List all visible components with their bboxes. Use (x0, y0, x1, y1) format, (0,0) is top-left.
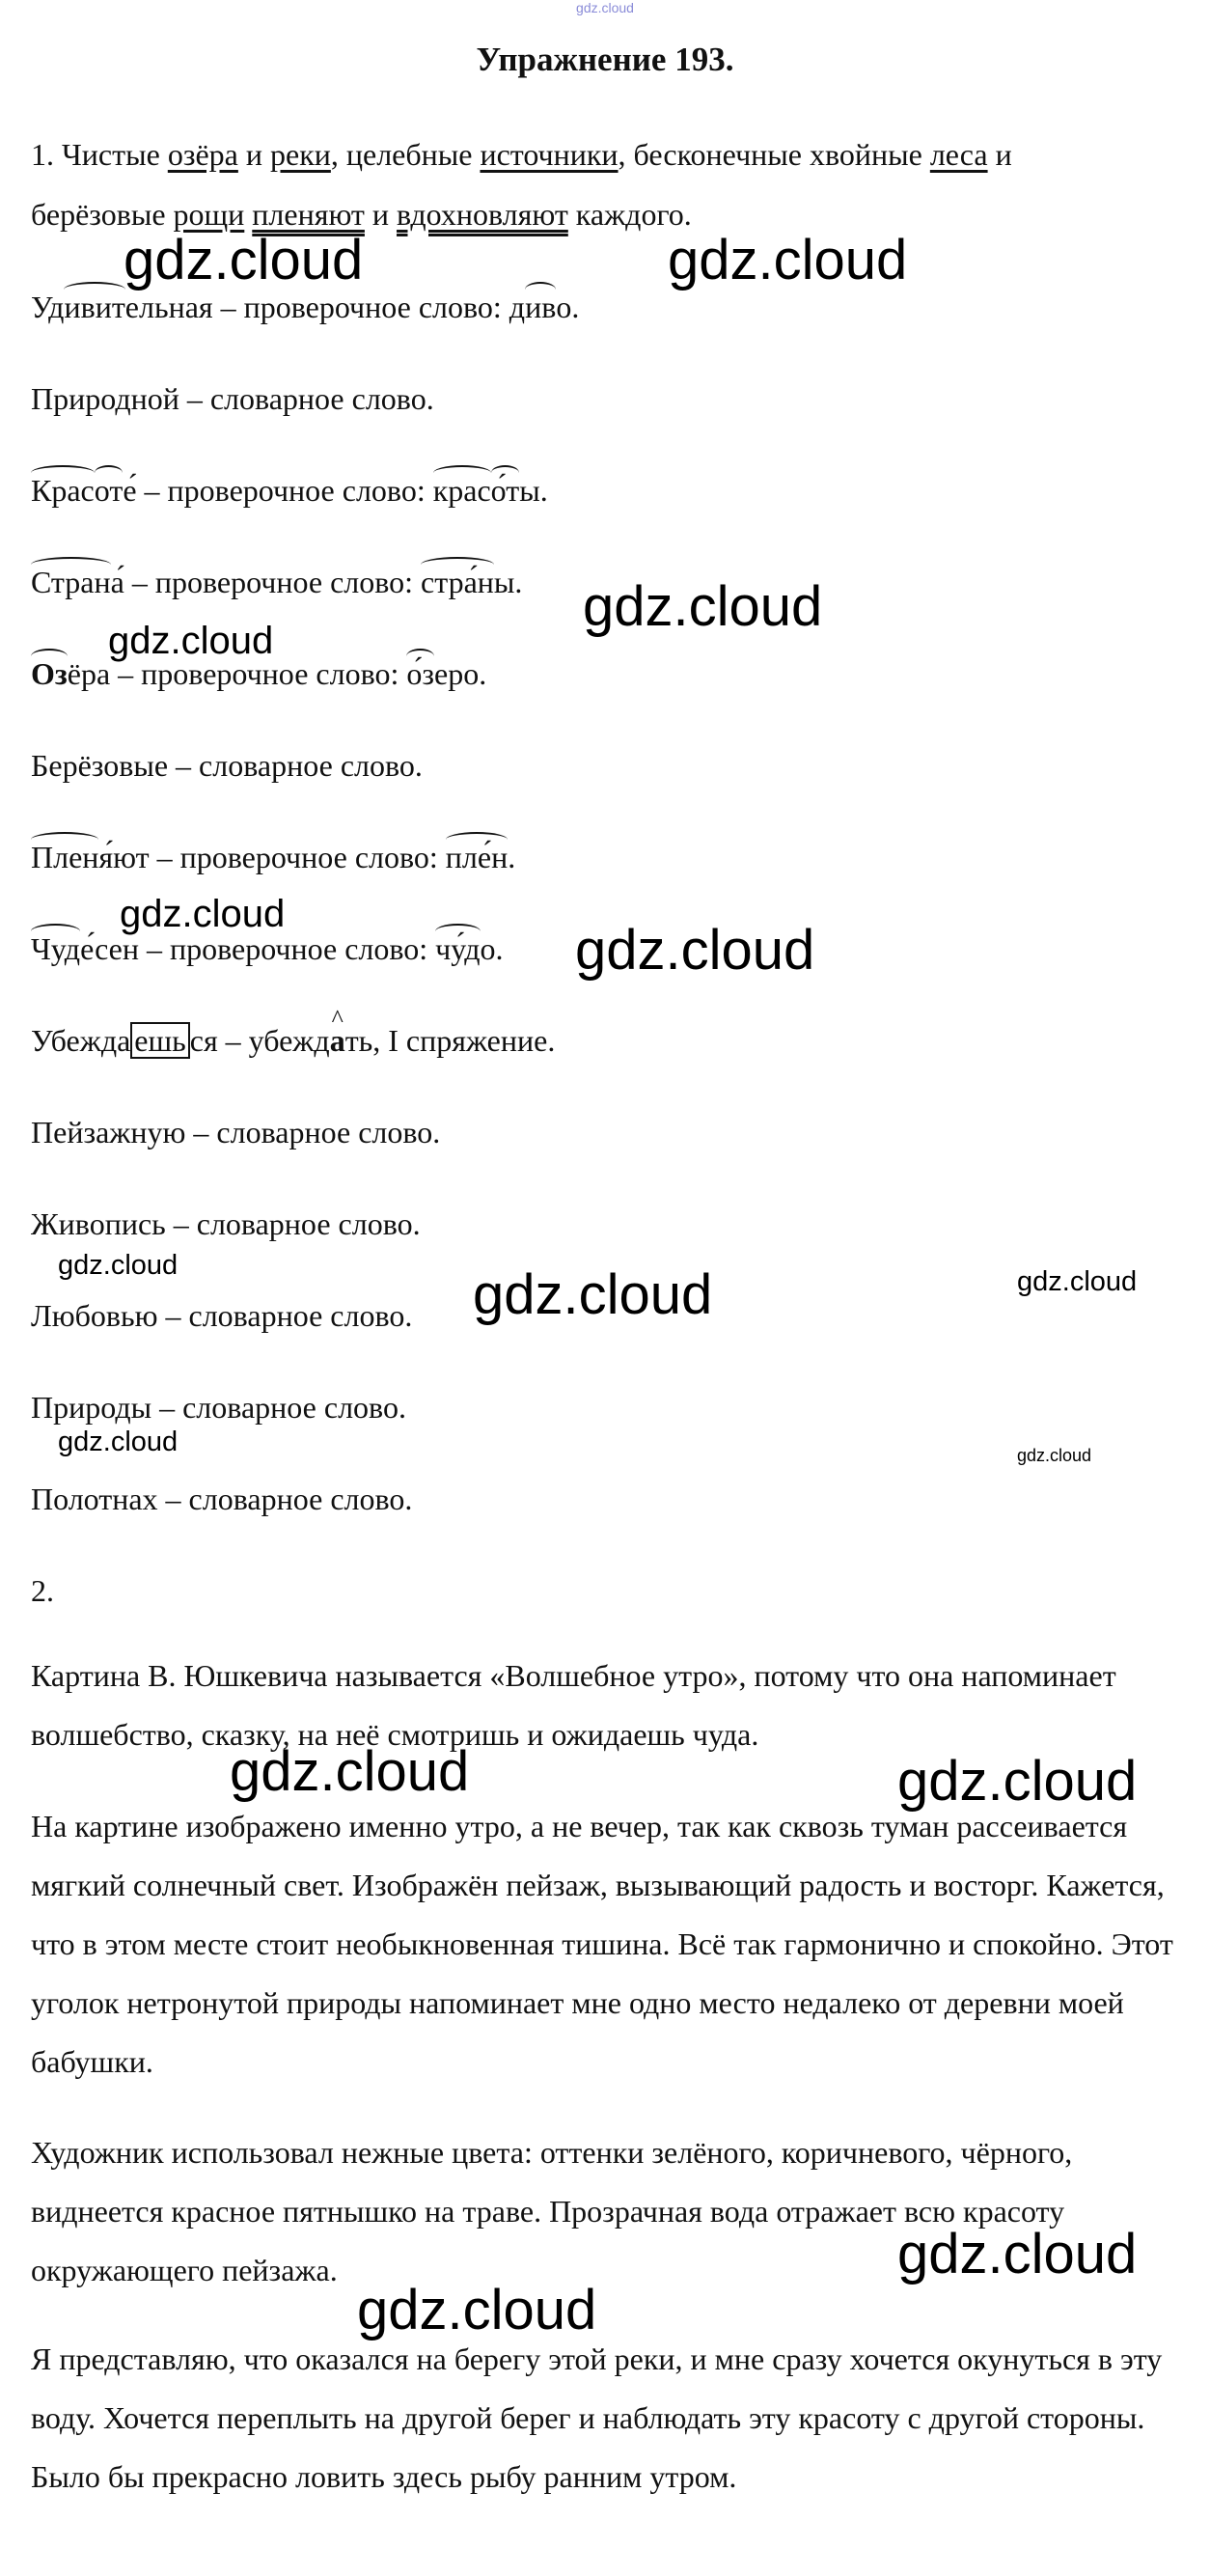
watermark: gdz.cloud (58, 1426, 179, 1457)
text-span: о. (556, 290, 580, 324)
text-span: . (508, 840, 516, 874)
text-span: Убежда (31, 1023, 131, 1058)
text-span: а́ – проверочное слово: (110, 565, 414, 599)
text-span: Уд (31, 290, 65, 324)
part2-paragraph-2: На картине изображено именно утро, а не вечер, так как сквозь туман рассеивается мягкий солнечный свет. Изображён пейзаж, вызывающий радость и восторг. Кажется, что в этом месте стоит необыкновенная тишина. Всё так гармонично и спокойно. Этот уголок нетронутой природы напоминает мне одно место недалеко от деревни моей бабушки. (31, 1809, 1173, 2079)
root-mark: Крас (31, 473, 95, 508)
root-mark: ив (525, 290, 557, 324)
suffix-mark: от (94, 473, 124, 508)
text-span: е́сен – проверочное слово: (80, 931, 428, 966)
item-prirody: Природы – словарное слово. (31, 1390, 406, 1425)
watermark: gdz.cloud (1017, 1266, 1138, 1297)
watermark: gdz.cloud (120, 893, 286, 935)
text-span: , бесконечные хвойные (618, 137, 922, 172)
root-mark: крас (432, 473, 491, 508)
item-krasote (31, 471, 548, 510)
watermark: gdz.cloud (230, 1740, 470, 1803)
suffix-mark: ^ а (330, 1021, 345, 1060)
text-span: д (509, 290, 526, 324)
ending-box: ешь (130, 1022, 189, 1059)
item-plenyayut (31, 838, 515, 876)
part2-paragraph-1: Картина В. Юшкевича называется «Волшебное утро», потому что она напоминает волшебство, сказку, на неё смотришь и ожидаешь чуда. (31, 1658, 1116, 1752)
root-mark: Плен (31, 840, 99, 874)
watermark: gdz.cloud (58, 1250, 179, 1281)
item-berezovye: Берёзовые – словарное слово. (31, 748, 423, 783)
text-span: и (245, 137, 262, 172)
page-title: Упражнение 193. (476, 41, 734, 78)
watermark: gdz.cloud (583, 575, 823, 638)
part2-paragraph-3: Художник использовал нежные цвета: оттенки зелёного, коричневого, чёрного, виднеется красное пятнышко на траве. Прозрачная вода отражает всю красоту окружающего пейзажа. (31, 2135, 1073, 2287)
root-mark: Оз (31, 656, 68, 691)
underlined-word: озёра (167, 137, 238, 172)
text-span: я́ют – проверочное слово: (98, 840, 438, 874)
item-strana (31, 563, 522, 601)
text-span: ы. (519, 473, 548, 508)
double-underlined-word: пленяют (252, 197, 365, 232)
text-span: ть, I спряжение. (344, 1023, 556, 1058)
watermark: gdz.cloud (1017, 1446, 1092, 1465)
item-zhivopis: Живопись – словарное слово. (31, 1206, 421, 1241)
root-mark: о́з (406, 656, 434, 691)
watermark: gdz.cloud (124, 229, 364, 291)
root-mark: ивит (64, 290, 125, 324)
suffix-mark: о́т (490, 473, 520, 508)
watermark: gdz.cloud (473, 1263, 713, 1326)
watermark: gdz.cloud (897, 2223, 1138, 2285)
item-ubezhdaeshsya (31, 1021, 555, 1060)
part1-line1 (31, 135, 1012, 174)
underlined-word: реки (269, 137, 331, 172)
part2-number: 2. (31, 1573, 54, 1608)
item-udivitelnaya (31, 288, 579, 326)
item-prirodnoy: Природной – словарное слово. (31, 381, 434, 416)
text-span: е́ – проверочное слово: (123, 473, 426, 508)
part2-paragraph-4: Я представляю, что оказался на берегу этой реки, и мне сразу хочется окунуться в эту воду. Хочется переплыть на другой берег и наблюдать эту красоту с другой стороны. Было бы прекрасно ловить здесь рыбу ранним утром. (31, 2341, 1163, 2494)
underlined-word: источники (480, 137, 619, 172)
text-span: Чистые (62, 137, 160, 172)
text-span: , целебные (330, 137, 473, 172)
text-span: ёра – проверочное слово: (67, 656, 399, 691)
text-span: и (371, 197, 390, 232)
root-mark: стра́н (421, 565, 494, 599)
underlined-word: рощи (173, 197, 245, 232)
text-span: ся – убежд (189, 1023, 330, 1058)
text-span: каждого. (575, 197, 692, 232)
text-span: еро. (433, 656, 487, 691)
root-mark: пле́н (445, 840, 509, 874)
double-underlined-word: вдохновляют (397, 197, 568, 232)
item-peyzazhnuyu: Пейзажную – словарное слово. (31, 1115, 441, 1150)
text-span: и (995, 137, 1012, 172)
watermark: gdz.cloud (668, 229, 908, 291)
text-span: берёзовые (31, 197, 166, 232)
part1-number: 1. (31, 137, 54, 172)
header-watermark: gdz.cloud (576, 0, 634, 15)
root-mark: Стран (31, 565, 111, 599)
root-mark: чу́д (435, 931, 481, 966)
watermark: gdz.cloud (575, 919, 815, 982)
watermark: gdz.cloud (108, 620, 274, 662)
text-span: ельная – проверочное слово: (124, 290, 502, 324)
watermark: gdz.cloud (357, 2279, 597, 2341)
text-span: о. (480, 931, 504, 966)
text-span: ы. (493, 565, 523, 599)
watermark: gdz.cloud (897, 1750, 1138, 1813)
item-lyubovyu: Любовью – словарное слово. (31, 1298, 413, 1333)
underlined-word: леса (929, 137, 988, 172)
root-mark: Чуд (31, 931, 81, 966)
item-polotnakh: Полотнах – словарное слово. (31, 1482, 413, 1516)
